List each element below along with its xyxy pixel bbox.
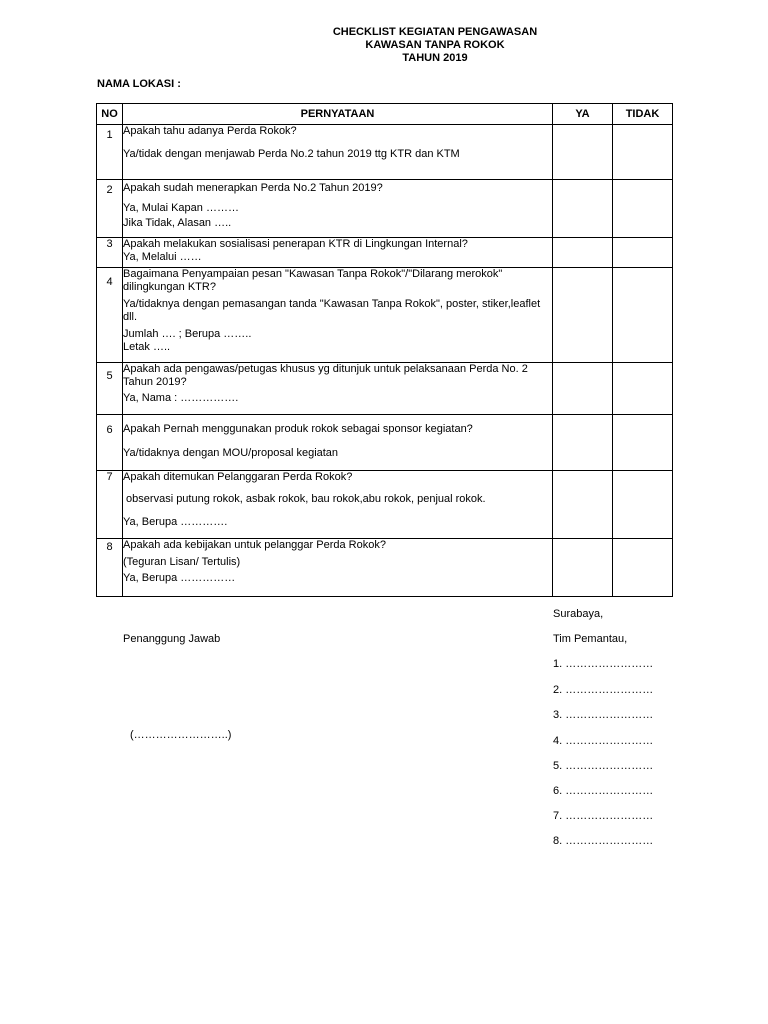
tidak-checkbox-cell[interactable] [613, 363, 673, 415]
row-number: 6 [97, 415, 123, 471]
statement-cell: Bagaimana Penyampaian pesan "Kawasan Tanpa Rokok"/"Dilarang merokok" dilingkungan KTR? Ya/tidaknya dengan pemasangan tanda "Kawasan Tanpa Rokok", poster, stiker,leaflet dll. Jumlah …. ; Berupa …….. Letak ….. [123, 268, 553, 363]
tidak-checkbox-cell[interactable] [613, 415, 673, 471]
row-number: 8 [97, 539, 123, 597]
statement-cell: Apakah ada pengawas/petugas khusus yg ditunjuk untuk pelaksanaan Perda No. 2 Tahun 2019? Ya, Nama : ……………. [123, 363, 553, 415]
city-label: Surabaya, [553, 608, 604, 620]
ya-checkbox-cell[interactable] [553, 471, 613, 539]
row-number: 3 [97, 238, 123, 268]
team-member-line: 4. …………………… [553, 735, 654, 747]
team-label: Tim Pemantau, [553, 633, 628, 645]
col-header-no: NO [97, 104, 123, 125]
tidak-checkbox-cell[interactable] [613, 180, 673, 238]
title-line-1: CHECKLIST KEGIATAN PENGAWASAN [332, 26, 538, 38]
tidak-checkbox-cell[interactable] [613, 238, 673, 268]
statement-cell: Apakah ditemukan Pelanggaran Perda Rokok? observasi putung rokok, asbak rokok, bau rokok,abu rokok, penjual rokok. Ya, Berupa …………. [123, 471, 553, 539]
team-member-line: 7. …………………… [553, 810, 654, 822]
team-member-line: 1. …………………… [553, 658, 654, 670]
team-member-line: 5. …………………… [553, 760, 654, 772]
table-row [97, 238, 673, 268]
table-row [97, 363, 673, 415]
ya-checkbox-cell[interactable] [553, 539, 613, 597]
ya-checkbox-cell[interactable] [553, 180, 613, 238]
tidak-checkbox-cell[interactable] [613, 268, 673, 363]
table-row [97, 539, 673, 597]
tidak-checkbox-cell[interactable] [613, 471, 673, 539]
row-number: 7 [97, 471, 123, 539]
statement-cell: Apakah tahu adanya Perda Rokok? Ya/tidak dengan menjawab Perda No.2 tahun 2019 ttg KTR dan KTM [123, 125, 553, 180]
statement-cell: Apakah ada kebijakan untuk pelanggar Perda Rokok? (Teguran Lisan/ Tertulis) Ya, Berupa …………… [123, 539, 553, 597]
statement-cell: Apakah Pernah menggunakan produk rokok sebagai sponsor kegiatan? Ya/tidaknya dengan MOU/proposal kegiatan [123, 415, 553, 471]
location-label: NAMA LOKASI : [97, 78, 181, 90]
row-number: 2 [97, 180, 123, 238]
tidak-checkbox-cell[interactable] [613, 539, 673, 597]
ya-checkbox-cell[interactable] [553, 125, 613, 180]
statement-cell: Apakah sudah menerapkan Perda No.2 Tahun 2019? Ya, Mulai Kapan ……… Jika Tidak, Alasan ….. [123, 180, 553, 238]
responsible-label: Penanggung Jawab [123, 633, 221, 645]
col-header-pernyataan: PERNYATAAN [123, 104, 553, 125]
row-number: 5 [97, 363, 123, 415]
table-row [97, 180, 673, 238]
ya-checkbox-cell[interactable] [553, 415, 613, 471]
title-line-3: TAHUN 2019 [402, 52, 468, 64]
col-header-tidak: TIDAK [613, 104, 673, 125]
title-line-2: KAWASAN TANPA ROKOK [365, 39, 505, 51]
table-row [97, 125, 673, 180]
tidak-checkbox-cell[interactable] [613, 125, 673, 180]
ya-checkbox-cell[interactable] [553, 268, 613, 363]
table-header-row [97, 104, 673, 125]
table-row [97, 415, 673, 471]
team-member-line: 8. …………………… [553, 835, 654, 847]
checklist-table [96, 103, 673, 597]
table-row [97, 268, 673, 363]
ya-checkbox-cell[interactable] [553, 238, 613, 268]
statement-cell: Apakah melakukan sosialisasi penerapan KTR di Lingkungan Internal? Ya, Melalui …… [123, 238, 553, 268]
team-member-line: 2. …………………… [553, 684, 654, 696]
row-number: 4 [97, 268, 123, 363]
responsible-signature-blank: (……………………..) [130, 729, 232, 741]
ya-checkbox-cell[interactable] [553, 363, 613, 415]
col-header-ya: YA [553, 104, 613, 125]
team-member-line: 6. …………………… [553, 785, 654, 797]
team-member-line: 3. …………………… [553, 709, 654, 721]
table-row [97, 471, 673, 539]
row-number: 1 [97, 125, 123, 180]
